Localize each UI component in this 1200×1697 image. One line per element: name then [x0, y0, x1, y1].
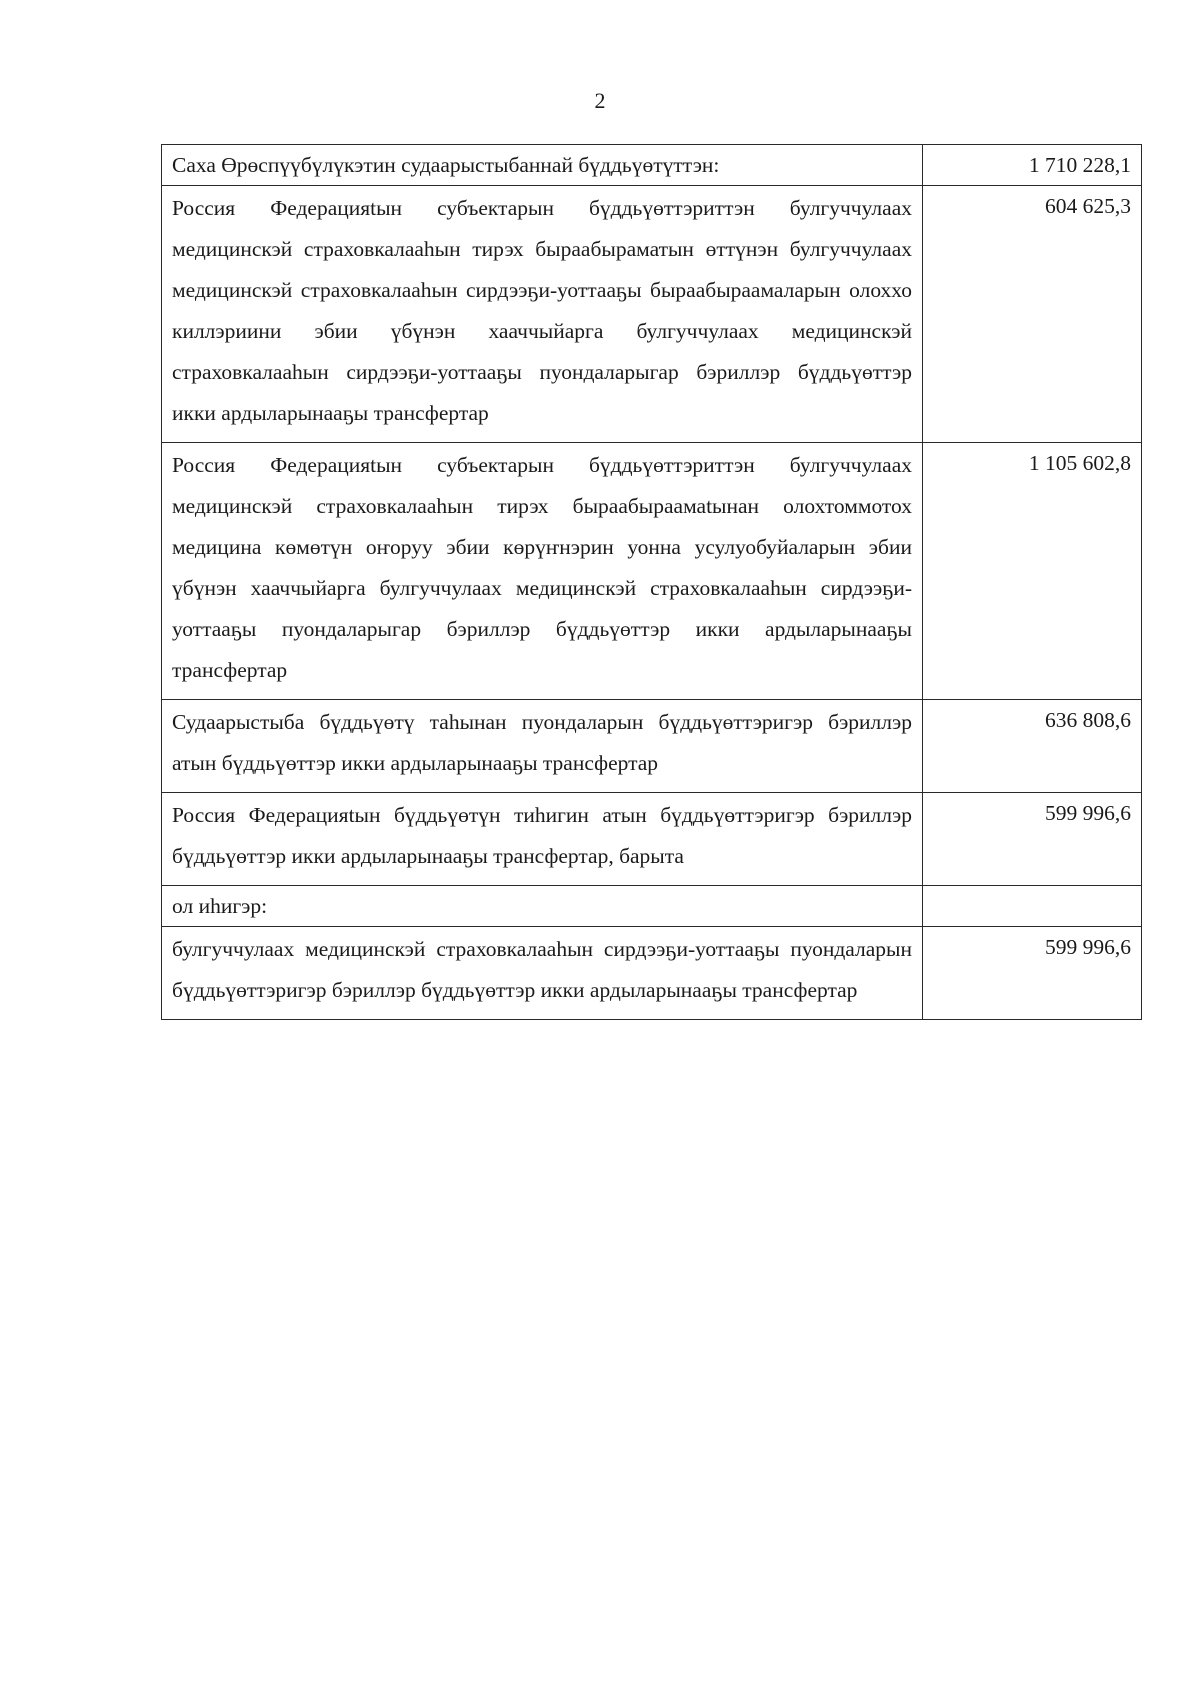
row-value: 604 625,3 — [923, 186, 1142, 443]
table-row — [162, 927, 1142, 1020]
row-description: булгуччулаах медицинскэй страховкалааһын сирдээҕи-уоттааҕы пуондаларын бүддьүөттэригэр бэриллэр бүддьүөттэр икки ардыларынааҕы трансфертар — [162, 927, 923, 1020]
row-value: 636 808,6 — [923, 700, 1142, 793]
budget-transfers-table — [161, 144, 1142, 1020]
page-number: 2 — [594, 88, 606, 113]
table-row — [162, 186, 1142, 443]
row-description: Россия Федерацияtын субъектарын бүддьүөттэриттэн булгуччулаах медицинскэй страховкалааһын тирэх быраабыраматын өттүнэн булгуччулаах медицинскэй страховкалааһын сирдээҕи-уоттааҕы быраабыраамаларын олоххо киллэриини эбии үбүнэн хааччыйарга булгуччулаах медицинскэй страховкалааһын сирдээҕи-уоттааҕы пуондаларыгар бэриллэр бүддьүөттэр икки ардыларынааҕы трансфертар — [162, 186, 923, 443]
row-description: Россия Федерацияtын субъектарын бүддьүөттэриттэн булгуччулаах медицинскэй страховкалааһын тирэх быраабыраамаtынан олохтоммотох медицина көмөтүн оҥоруу эбии көрүҥнэрин уонна усулуобуйаларын эбии үбүнэн хааччыйарга булгуччулаах медицинскэй страховкалааһын сирдээҕи-уоттааҕы пуондаларыгар бэриллэр бүддьүөттэр икки ардыларынааҕы трансфертар — [162, 443, 923, 700]
row-value: 1 710 228,1 — [923, 145, 1142, 186]
row-value: 599 996,6 — [923, 793, 1142, 886]
table-row — [162, 145, 1142, 186]
table-row — [162, 793, 1142, 886]
row-description: ол иһигэр: — [162, 886, 923, 927]
table-row — [162, 700, 1142, 793]
row-value — [923, 886, 1142, 927]
row-value: 599 996,6 — [923, 927, 1142, 1020]
table-row — [162, 886, 1142, 927]
row-description: Россия Федерацияtын бүддьүөтүн тиһигин атын бүддьүөттэригэр бэриллэр бүддьүөттэр икки ардыларынааҕы трансфертар, барыта — [162, 793, 923, 886]
row-value: 1 105 602,8 — [923, 443, 1142, 700]
table-row — [162, 443, 1142, 700]
row-description: Саха Өрөспүүбүлүкэтин судаарыстыбаннай бүддьүөтүттэн: — [162, 145, 923, 186]
row-description: Судаарыстыба бүддьүөтү таһынан пуондаларын бүддьүөттэригэр бэриллэр атын бүддьүөттэр икки ардыларынааҕы трансфертар — [162, 700, 923, 793]
